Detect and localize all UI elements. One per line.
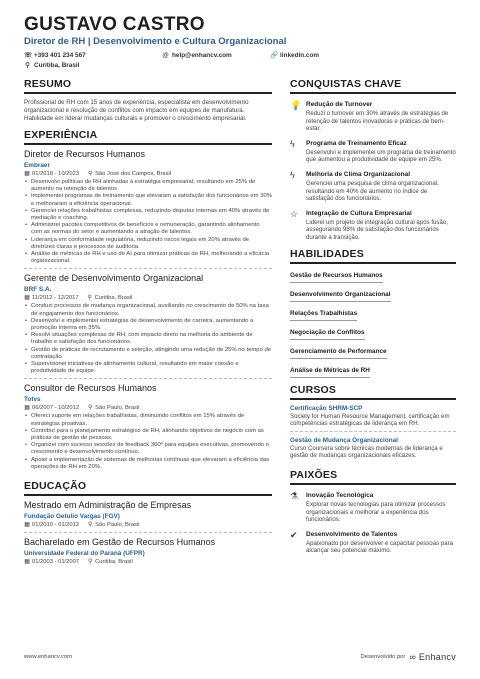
lightning-icon: ϟ — [290, 169, 295, 180]
job-company: Embraer — [24, 162, 50, 169]
experience-section — [24, 129, 272, 474]
job-dates: 11/2012 - 12/2017 — [32, 295, 79, 302]
contact-linkedin[interactable] — [270, 51, 319, 60]
achievement-desc: Liderei um projeto de integração cultural após fusão, assegurando 98% de satisfação dos funcionários durante a transição. — [306, 218, 448, 241]
skills-section — [290, 248, 456, 378]
job-entry — [24, 273, 272, 379]
skill-tag: Negociação de Conflitos — [290, 324, 365, 340]
infinity-icon: ∞ — [409, 652, 417, 662]
contact-email[interactable] — [162, 51, 270, 60]
skills-list — [290, 264, 456, 378]
job-dates: 01/2018 - 10/2023 — [32, 171, 80, 177]
job-bullet: • Implementei programas de treinamento que elevaram a satisfação dos funcionários em 30% e melhoraram a eficiência operacional. — [24, 193, 272, 207]
skill-tag: Análise de Métricas de RH — [290, 362, 370, 378]
passions-section — [290, 469, 456, 555]
at-icon: @ — [162, 52, 169, 59]
location-pin-icon: ⚲ — [87, 405, 93, 412]
location-text: Curitiba, Brasil — [34, 62, 80, 69]
phone-icon: ☏ — [24, 52, 33, 59]
education-dates: 01/2003 - 01/2007 — [32, 559, 80, 566]
education-section — [24, 480, 272, 569]
contact-location — [24, 61, 456, 70]
contact-phone[interactable] — [24, 51, 162, 60]
calendar-icon: ▦ — [24, 559, 30, 566]
job-title: Consultor de Recursos Humanos — [24, 383, 157, 394]
footer-brand — [361, 652, 456, 662]
lightning-icon: ϟ — [290, 138, 295, 149]
page-footer — [24, 652, 456, 662]
passion-desc: Apaixonado por desenvolver e capacitar pessoas para alcançar seu potencial máximo. — [306, 539, 454, 555]
achievements-section — [290, 78, 456, 242]
achievement-title: Melhoria de Clima Organizacional — [306, 170, 411, 178]
course-title: Certificação SHRM-SCP — [290, 404, 363, 412]
location-pin-icon: ⚲ — [25, 62, 30, 69]
education-meta — [24, 521, 272, 529]
summary-section — [24, 78, 272, 123]
job-meta — [24, 404, 272, 412]
passion-title: Desenvolvimento de Talentos — [306, 530, 398, 538]
job-location: Curitiba, Brasil — [94, 295, 133, 302]
skill-tag: Gerenciamento de Performance — [290, 343, 387, 359]
resume-columns — [24, 78, 456, 575]
location-pin-icon: ⚲ — [87, 171, 93, 177]
email-text: help@enhancv.com — [172, 52, 232, 59]
job-bullet: • Contribuí para o planejamento estratégico de RH, alinhando objetivos de negócio com as práticas de gestão de pessoas. — [24, 428, 272, 442]
enhancv-logo — [409, 652, 456, 662]
job-company: Totvs — [24, 396, 41, 404]
achievement-title: Integração de Cultura Empresarial — [306, 209, 412, 217]
course-entry — [290, 436, 456, 463]
job-bullet: • Gerenciei relações trabalhistas complexas, reduzindo disputas internas em 40% através de mediação e coaching. — [24, 208, 272, 222]
footer-brand-name: Enhancv — [418, 652, 456, 662]
job-entry — [24, 383, 272, 474]
education-title: EDUCAÇÃO — [24, 480, 272, 496]
job-bullet: • Ofereci suporte em relações trabalhistas, diminuindo conflitos em 15% através de estratégias proativas. — [24, 413, 272, 427]
achievement-item — [290, 170, 456, 203]
job-title: Gerente de Desenvolvimento Organizacional — [24, 273, 204, 284]
passion-item — [290, 491, 456, 524]
summary-text: Profissional de RH com 15 anos de experiência, especialista em desenvolvimento organizacional e resolução de conflitos com impacto em equipes de manufatura. Habilidade em liderar mudanças culturais e promover o crescimento empresarial. — [24, 99, 249, 122]
degree-title: Mestrado em Administração de Empresas — [24, 500, 192, 511]
achievement-item — [290, 209, 456, 242]
skill-tag: Gestão de Recursos Humanos — [290, 267, 383, 283]
calendar-icon: ▦ — [24, 522, 30, 529]
passion-desc: Explorar novas tecnologias para otimizar processos organizacionais e melhorar a experiência dos funcionários. — [306, 500, 446, 524]
star-icon: ☆ — [290, 208, 299, 219]
candidate-name: GUSTAVO CASTRO — [24, 14, 205, 35]
job-bullet: • Resolvi situações complexas de RH, com impacto direto na melhoria do ambiente de trabalho e satisfação dos funcionários. — [24, 332, 272, 346]
achievement-title: Redução de Turnover — [306, 101, 373, 108]
footer-powered-text: Desenvolvido por — [360, 654, 406, 660]
job-bullet: • Conduzi processos de mudança organizacional, auxiliando no crescimento de 50% na taxa de engajamento dos funcionários. — [24, 303, 272, 317]
link-icon: 🔗 — [270, 52, 279, 59]
job-bullet: • Apoiei a implementação de sistemas de melhorias contínuas que elevaram a eficiência das operações de RH em 20%. — [24, 457, 272, 471]
linkedin-text: linkedin.com — [280, 52, 320, 59]
school-name: Fundação Getulio Vargas (FGV) — [24, 513, 120, 521]
achievement-item — [290, 139, 456, 164]
experience-title: EXPERIÊNCIA — [24, 129, 272, 145]
calendar-icon: ▦ — [24, 405, 30, 412]
school-name: Universidade Federal do Paraná (UFPR) — [24, 550, 145, 558]
passion-title: Inovação Tecnológica — [306, 491, 374, 499]
degree-title: Bacharelado em Gestão de Recursos Humanos — [24, 537, 216, 548]
job-bullet: • Organizei com sucesso sessões de feedback 360º para equipes executivas, promovendo o crescimento e desenvolvimento contínuo. — [24, 442, 272, 456]
job-bullet: • Supervisionei iniciativas de alinhamento cultural, resultando em maior coesão e produtividade de equipe. — [24, 361, 272, 375]
location-pin-icon: ⚲ — [87, 522, 93, 529]
achievement-desc: Gerenciei uma pesquisa de clima organizacional, resultando em 40% de aumento no índice de satisfação dos funcionários. — [306, 179, 439, 203]
job-bullet: • Administrei pacotes competitivos de benefícios e remuneração, garantindo alinhamento com as normas do setor e aumentando a atração de talentos. — [24, 222, 272, 236]
skills-title: HABILIDADES — [290, 248, 456, 264]
footer-website[interactable]: www.enhancv.com — [24, 654, 72, 660]
course-desc: Curso Coursera sobre técnicas modernas de liderança e gestão de mudanças organizacionais eficazes. — [290, 444, 443, 460]
calendar-icon: ▦ — [24, 171, 30, 177]
location-pin-icon: ⚲ — [87, 559, 93, 566]
job-meta — [24, 294, 272, 302]
location-pin-icon: ⚲ — [87, 295, 92, 302]
course-title: Gestão de Mudança Organizacional — [290, 436, 398, 444]
achievement-desc: Reduzi o turnover em 30% através de estratégias de retenção de talentos inovadoras e práticas de bem-estar. — [306, 110, 449, 133]
education-entry — [24, 500, 272, 533]
job-dates: 06/2007 - 10/2012 — [32, 405, 80, 412]
achievement-item — [290, 100, 456, 133]
summary-title: RESUMO — [24, 78, 272, 94]
phone-text: +393 401 234 567 — [34, 52, 86, 59]
education-location: São Paulo, Brasil — [95, 522, 140, 529]
job-bullets — [24, 413, 272, 471]
courses-title: CURSOS — [290, 384, 456, 400]
achievement-desc: Desenvolvi e implementei um programa de treinamento que aumentou a produtividade de equipe em 25%. — [306, 148, 456, 164]
job-title: Diretor de Recursos Humanos — [24, 149, 146, 159]
passions-title: PAIXÕES — [290, 469, 456, 485]
job-bullets — [24, 179, 272, 265]
education-dates: 01/2010 - 01/2012 — [32, 522, 80, 529]
skill-tag: Relações Trabalhistas — [290, 305, 357, 321]
education-meta — [24, 558, 272, 566]
course-desc: Society for Human Resource Management, certificação em competências estratégicas de liderança em RH. — [290, 412, 450, 428]
course-entry — [290, 404, 456, 432]
job-bullet: • Desenvolvi políticas de RH alinhadas à estratégia empresarial, resultando em 25% de aumento na retenção de talentos. — [24, 179, 272, 193]
education-location: Curitiba, Brasil — [95, 559, 133, 566]
job-entry — [24, 149, 272, 269]
calendar-icon: ▦ — [24, 295, 30, 302]
job-location: São Paulo, Brasil — [95, 405, 140, 412]
right-column — [290, 78, 456, 575]
job-meta — [24, 170, 272, 178]
achievement-title: Programa de Treinamento Eficaz — [306, 139, 407, 147]
flask-icon: ⚗ — [290, 490, 299, 501]
education-entry — [24, 537, 272, 569]
job-company: BRF S.A. — [24, 286, 52, 294]
job-location: São José dos Campos, Brasil — [95, 171, 172, 177]
left-column — [24, 78, 272, 575]
job-bullets — [24, 303, 272, 375]
achievements-title: CONQUISTAS CHAVE — [290, 78, 456, 94]
checkmark-icon: ✔ — [290, 529, 298, 540]
passion-item — [290, 530, 456, 555]
job-bullet: • Gestão de práticas de recrutamento e seleção, atingindo uma redução de 25% no tempo de contratação. — [24, 347, 272, 361]
courses-section — [290, 384, 456, 463]
lightbulb-icon: 💡 — [290, 100, 302, 110]
skill-tag: Desenvolvimento Organizacional — [290, 286, 391, 302]
job-bullet: • Liderança em conformidade regulatória, reduzindo riscos legais em 20% através de diretrizes claras e processos de auditoria. — [24, 237, 272, 251]
job-bullet: • Desenvolvi e implementei estratégias de desenvolvimento de carreira, aumentando a promoção interna em 35%. — [24, 318, 272, 332]
job-bullet: • Análise de métricas de RH e uso de AI para otimizar práticas de RH, melhorando a eficácia organizacional. — [24, 251, 272, 265]
contact-row — [24, 51, 456, 60]
candidate-headline: Diretor de RH | Desenvolvimento e Cultura Organizacional — [24, 36, 287, 47]
